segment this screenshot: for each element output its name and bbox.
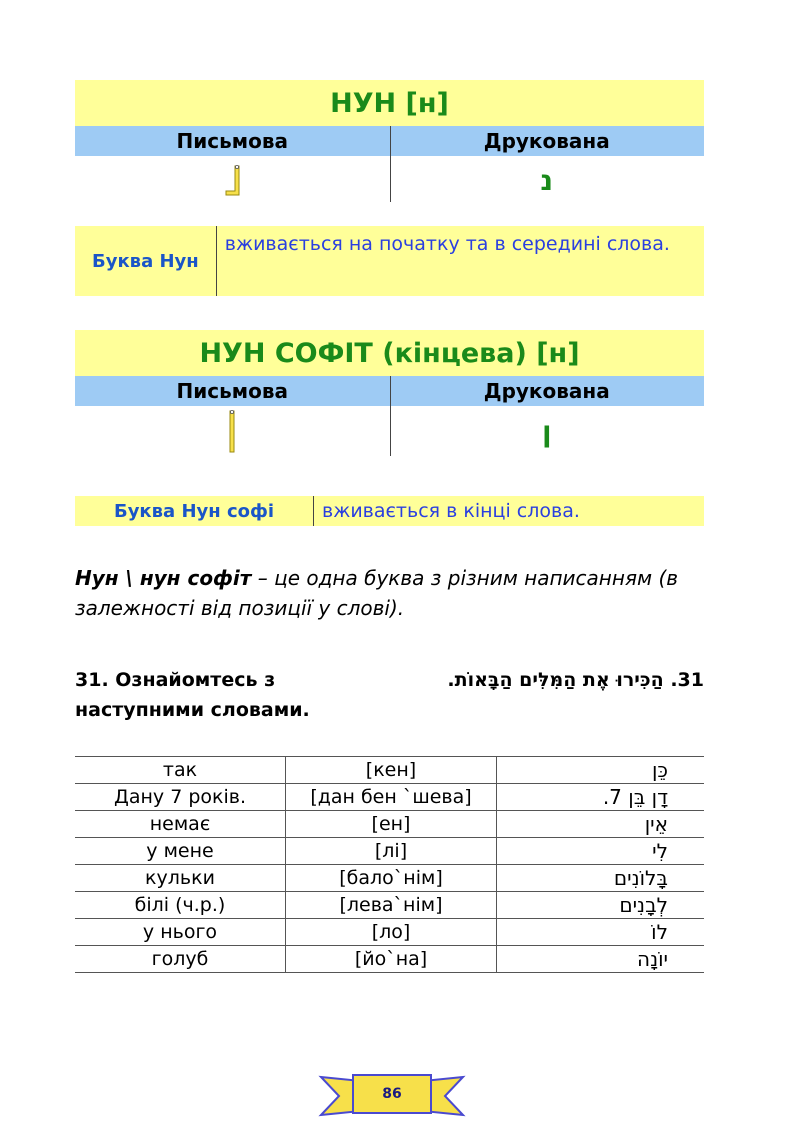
word-transliteration: [лева`нім]	[286, 892, 497, 919]
word-ukrainian: голуб	[75, 946, 286, 973]
word-transliteration: [ен]	[286, 811, 497, 838]
nun-letter-table	[75, 80, 704, 204]
exercise-heading-ua: 31. Ознайомтесь з наступними словами.	[75, 669, 310, 721]
nun-title: НУН [н]	[75, 80, 704, 126]
divider	[390, 156, 391, 202]
word-ukrainian: у нього	[75, 919, 286, 946]
nun-col-printed: Друкована	[483, 129, 610, 153]
nun-note-bold: Нун \ нун софіт	[75, 566, 252, 590]
table-row	[75, 757, 704, 784]
word-transliteration: [бало`нім]	[286, 865, 497, 892]
nun-note	[75, 563, 715, 623]
word-ukrainian: так	[75, 757, 286, 784]
word-transliteration: [дан бен `шева]	[286, 784, 497, 811]
words-table	[75, 756, 704, 973]
word-ukrainian: у мене	[75, 838, 286, 865]
nun-usage-box	[75, 226, 704, 296]
word-ukrainian: кульки	[75, 865, 286, 892]
word-transliteration: [лі]	[286, 838, 497, 865]
word-transliteration: [йо`на]	[286, 946, 497, 973]
table-row	[75, 865, 704, 892]
nun-usage-label: Буква Нун	[75, 226, 217, 296]
nun-sofit-subheader	[75, 376, 704, 406]
nun-handwritten-glyph	[220, 163, 244, 197]
word-ukrainian: білі (ч.р.)	[75, 892, 286, 919]
nun-note-text: – це одна буква з різним написанням (в залежності від позиції у слові).	[75, 566, 679, 620]
word-hebrew: אֵין	[497, 811, 705, 838]
nun-sofit-letter-table	[75, 330, 704, 456]
nun-sofit-col-handwritten: Письмова	[176, 379, 288, 403]
word-hebrew: לִי	[497, 838, 705, 865]
page-number: 86	[382, 1086, 402, 1102]
nun-subheader	[75, 126, 704, 156]
table-row	[75, 892, 704, 919]
word-hebrew: יוֹנָה	[497, 946, 705, 973]
word-hebrew: לוֹ	[497, 919, 705, 946]
table-row	[75, 811, 704, 838]
divider	[390, 406, 391, 456]
word-hebrew: בָּלוֹנִים	[497, 865, 705, 892]
table-row	[75, 946, 704, 973]
word-transliteration: [кен]	[286, 757, 497, 784]
word-ukrainian: Дану 7 років.	[75, 784, 286, 811]
word-ukrainian: немає	[75, 811, 286, 838]
table-row	[75, 919, 704, 946]
nun-sofit-col-printed: Друкована	[483, 379, 610, 403]
table-row	[75, 784, 704, 811]
word-hebrew: לְבָנִים	[497, 892, 705, 919]
nun-sofit-printed-letter: ן	[541, 414, 552, 448]
nun-sofit-letter-row	[75, 406, 704, 456]
nun-usage-text: вживається на початку та в середині слова.	[224, 233, 670, 255]
page-number-badge	[317, 1063, 467, 1123]
nun-sofit-title: НУН СОФІТ (кінцева) [н]	[75, 330, 704, 376]
table-row	[75, 838, 704, 865]
nun-sofit-handwritten-cell	[75, 406, 390, 456]
divider	[390, 126, 391, 156]
word-hebrew: כֵּן	[497, 757, 705, 784]
nun-letter-row	[75, 156, 704, 204]
nun-sofit-handwritten-glyph	[225, 408, 239, 454]
nun-printed-letter: נ	[540, 163, 554, 197]
nun-col-handwritten: Письмова	[176, 129, 288, 153]
nun-handwritten-cell	[75, 156, 390, 204]
word-hebrew: דָן בֵּן 7.	[497, 784, 705, 811]
nun-sofit-usage-text: вживається в кінці слова.	[322, 500, 580, 522]
exercise-heading-he: 31. הַכִּירוּ אֶת הַמִּלִּים הַבָּאוֹת.	[447, 669, 704, 691]
divider	[390, 376, 391, 406]
nun-sofit-usage-box	[75, 496, 704, 526]
nun-sofit-usage-label: Буква Нун софі	[75, 496, 314, 526]
nun-printed-cell	[390, 156, 705, 204]
word-transliteration: [ло]	[286, 919, 497, 946]
nun-sofit-printed-cell	[390, 406, 705, 456]
